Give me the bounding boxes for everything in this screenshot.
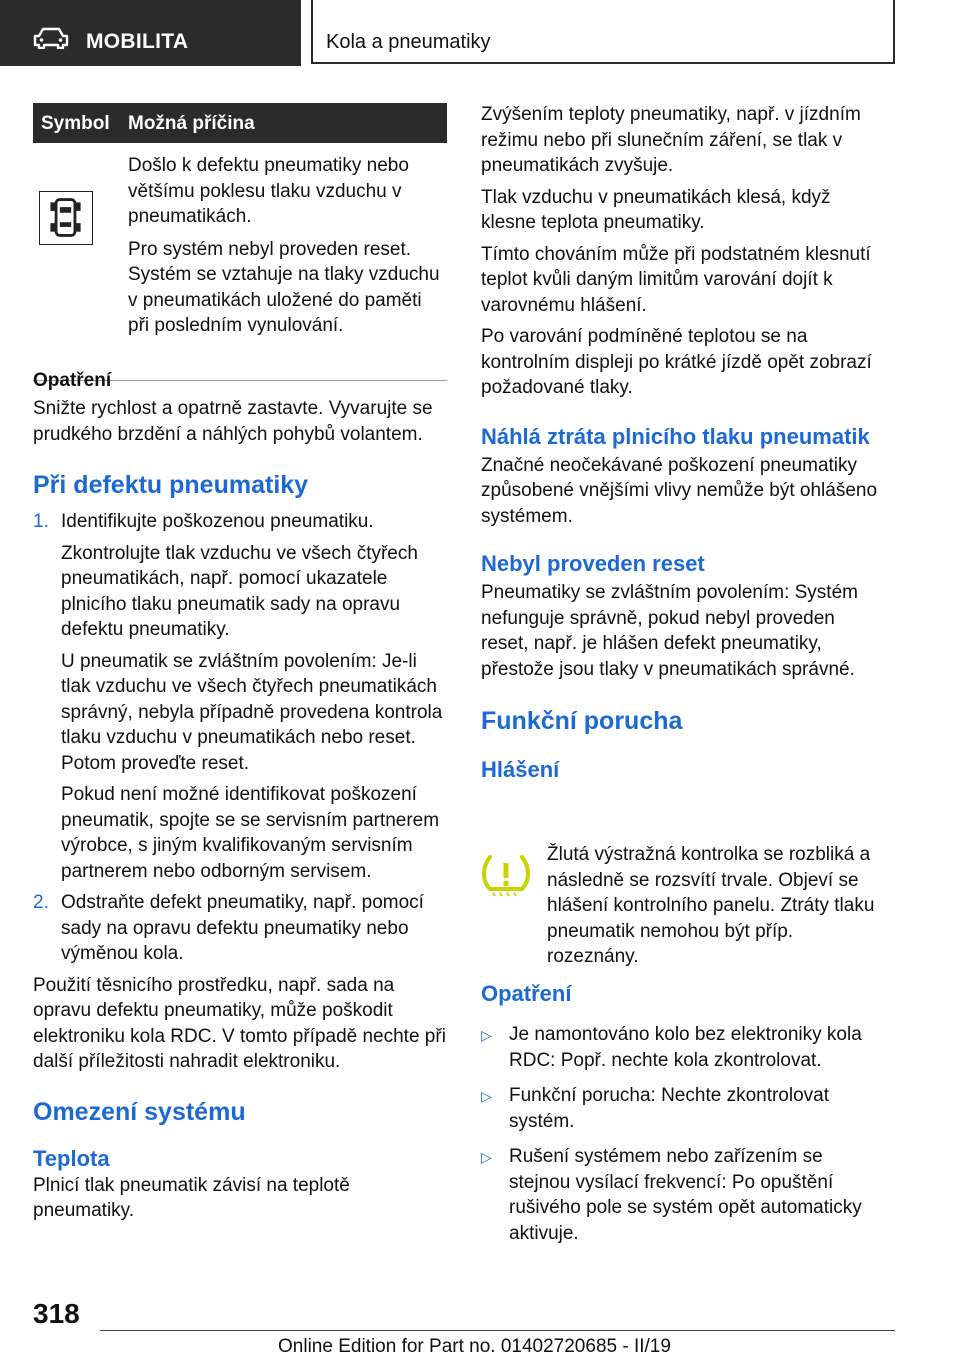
message-heading: Hlášení [481,757,560,782]
right-measures [481,980,887,1256]
no-reset-heading: Nebyl proveden reset [481,551,705,576]
list-item [481,1022,887,1073]
list-item [481,1083,887,1134]
footer-edition: Online Edition for Part no. 01402720685 - II/19 [278,1336,671,1357]
flat-tire-steps [33,509,447,967]
bullet-triangle-icon: ▷ [481,1088,492,1104]
temperature-heading: Teplota [33,1145,110,1171]
step-text: U pneumatik se zvláštním povolením: Je-li tlak vzduchu ve všech čtyřech pneumatikách správný, nebyla případně provedena kontrola tlaku vzduchu v pneumatikách nebo reset. Potom proveďte reset. [61,650,443,774]
footer-divider [100,1330,895,1331]
tire-pressure-warning-icon [481,853,531,897]
no-reset-text: Pneumatiky se zvláštním povolením: Systém nefunguje správně, pokud nebyl proveden reset, např. je hlášen defekt pneumatiky, přestože jsou tlaky v pneumatikách správné. [481,582,858,680]
sudden-loss-heading: Náhlá ztráta plnicího tlaku pneumatik [481,423,870,449]
table-cause-text-1: Došlo k defektu pneumatiky nebo většímu poklesu tlaku vzduchu v pneumatikách. [128,155,409,227]
header-section-tab [0,0,301,66]
right-column [481,102,887,784]
left-column [33,368,447,1224]
measures-text: Snižte rychlost a opatrně zastavte. Vyvarujte se prudkého brzdění a náhlých pohybů volantem. [33,398,433,445]
step-text: Pokud není možné identifikovat poškození pneumatik, spojte se se servisním partnerem výrobce, s jiným kvalifikovaným servisním partnerem nebo odborným servisem. [61,784,440,882]
bullet-triangle-icon: ▷ [481,1149,492,1165]
temp-paragraph-3: Tímto chováním může při podstatném klesnutí teplot kvůli daným limitům varování dojít k varovnému hlášení. [481,243,871,316]
list-item [33,890,447,967]
car-icon [33,27,69,49]
step-text: Zkontrolujte tlak vzduchu ve všech čtyřech pneumatikách, např. pomocí ukazatele plnicího tlaku pneumatik sady na opravu defektu pneumatiky. [61,542,418,640]
list-item [481,1144,887,1246]
malfunction-heading: Funkční porucha [481,707,683,735]
bullet-text: Funkční porucha: Nechte zkontrolovat systém. [509,1085,830,1132]
step-text: Identifikujte poškozenou pneumatiku. [61,511,374,532]
message-text-wrap [547,842,887,970]
header-section-label: MOBILITA [86,30,189,53]
step-number: 1. [33,511,49,532]
temp-paragraph-4: Po varování podmíněné teplotou se na kontrolním displeji po krátké jízdě opět zobrazí požadované tlaky. [481,326,872,398]
step-text: Odstraňte defekt pneumatiky, např. pomocí sady na opravu defektu pneumatiky nebo výměnou kola. [61,892,424,964]
bullet-triangle-icon: ▷ [481,1027,492,1043]
temperature-text: Plnicí tlak pneumatik závisí na teplotě pneumatiky. [33,1174,350,1221]
table-cause-text-2: Pro systém nebyl proveden reset. Systém se vztahuje na tlaky vzduchu v pneumatikách uložené do paměti při posledním vynulování. [128,238,440,336]
table-row [33,143,447,381]
bullet-text: Je namontováno kolo bez elektroniky kola RDC: Popř. nechte kola zkontrolovat. [509,1024,862,1071]
tire-pressure-car-icon [39,191,93,245]
header-chapter-label: Kola a pneumatiky [326,31,491,53]
page-number: 318 [33,1298,80,1329]
list-item [33,509,447,884]
flat-tire-heading: Při defektu pneumatiky [33,471,309,499]
table-header-symbol: Symbol [41,113,110,134]
temp-paragraph-2: Tlak vzduchu v pneumatikách klesá, když klesne teplota pneumatiky. [481,186,831,233]
malfunction-measures-heading: Opatření [481,981,572,1006]
temp-paragraph-1: Zvýšením teploty pneumatiky, např. v jízdním režimu nebo při slunečním záření, se tlak v pneumatikách zvyšuje. [481,104,861,176]
symbol-table [33,103,447,381]
bullet-text: Rušení systémem nebo zařízením se stejnou vysílací frekvencí: Po opuštění rušivého pole se systém opět automaticky aktivuje. [509,1146,862,1244]
system-limits-heading: Omezení systému [33,1097,246,1126]
sealant-warning-text: Použití těsnicího prostředku, např. sada na opravu defektu pneumatiky, může poškodit elektroniku kola RDC. V tomto případě nechte při další příležitosti nahradit elektroniku. [33,974,446,1072]
table-header-cause: Možná příčina [128,113,255,134]
table-cause-cell [128,153,446,346]
step-number: 2. [33,892,49,913]
message-text: Žlutá výstražná kontrolka se rozbliká a následně se rozsvítí trvale. Objeví se hlášení kontrolního panelu. Ztráty tlaku pneumatik nemohou být příp. rozeznány. [547,844,875,967]
sudden-loss-text: Značné neočekávané poškození pneumatiky způsobené vnějšími vlivy nemůže být ohlášeno systémem. [481,454,878,527]
measures-heading: Opatření [33,370,112,391]
header-chapter-box [311,0,895,64]
table-header [33,103,447,143]
malfunction-measures-list [481,1022,887,1246]
